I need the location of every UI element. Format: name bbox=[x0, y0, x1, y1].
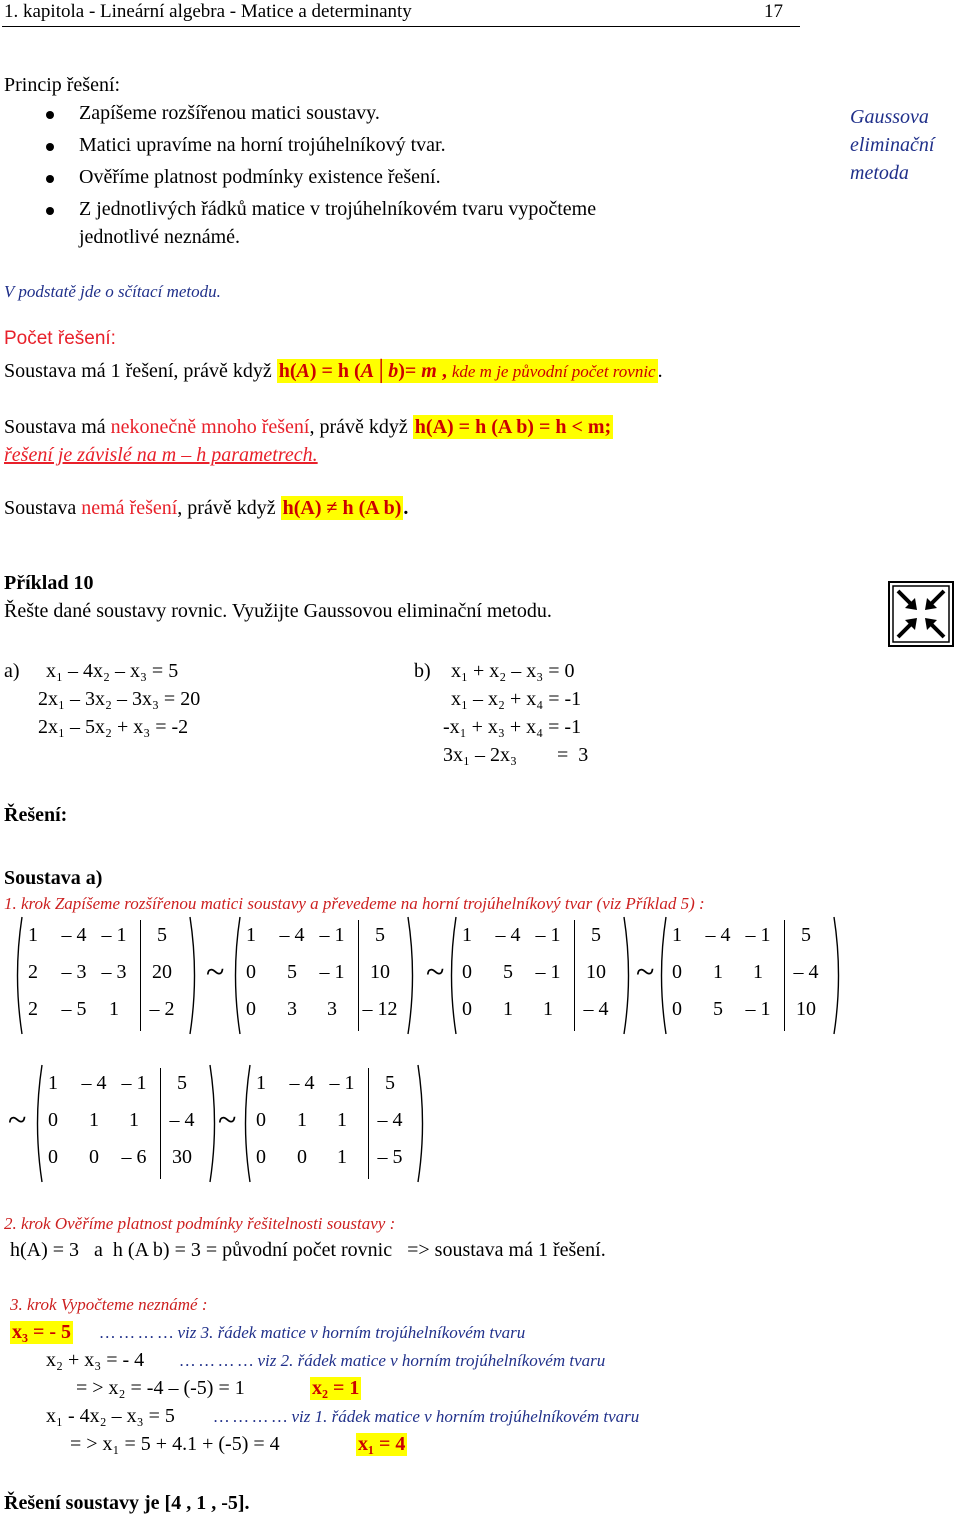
matrix-cell: – 4 bbox=[61, 924, 87, 946]
principle-item: jednotlivé neznámé. bbox=[79, 226, 241, 248]
matrix-cell: 1 bbox=[337, 1109, 347, 1131]
eq1: x₁ - 4x₂ – x₃ = 5 bbox=[46, 1405, 175, 1427]
matrix-cell: – 3 bbox=[101, 961, 127, 983]
matrix-cell: – 4 bbox=[495, 924, 521, 946]
matrix-cell: 10 bbox=[796, 998, 816, 1020]
bullet-icon bbox=[46, 207, 54, 215]
matrix-cell: 3 bbox=[287, 998, 297, 1020]
matrix-cell: 5 bbox=[177, 1072, 187, 1094]
matrix-cell: – 4 bbox=[279, 924, 305, 946]
matrix-augment-bar bbox=[368, 1068, 369, 1179]
matrix-cell: – 2 bbox=[149, 998, 175, 1020]
eq1-note: … … … … viz 1. řádek matice v horním trojúhelníkovém tvaru bbox=[214, 1407, 640, 1426]
matrix-cell: 0 bbox=[297, 1146, 307, 1168]
page-number: 17 bbox=[764, 1, 783, 22]
matrix-cell: – 1 bbox=[319, 924, 345, 946]
matrix-cell: 1 bbox=[297, 1109, 307, 1131]
no-solution-line: Soustava nemá řešení, právě když h(A) ≠ h (A b) . bbox=[4, 497, 409, 519]
matrix-cell: – 3 bbox=[61, 961, 87, 983]
matrix-cell: – 12 bbox=[362, 998, 398, 1020]
matrix-right-paren bbox=[832, 915, 844, 1036]
principle-item: Zapíšeme rozšířenou matici soustavy. bbox=[79, 102, 380, 124]
matrix-cell: 5 bbox=[801, 924, 811, 946]
matrix-cell: 0 bbox=[256, 1146, 266, 1168]
matrix-cell: 20 bbox=[152, 961, 172, 983]
principle-item: Matici upravíme na horní trojúhelníkový tvar. bbox=[79, 134, 446, 156]
matrix-cell: 1 bbox=[543, 998, 553, 1020]
matrix-cell: 0 bbox=[462, 961, 472, 983]
final-result: Řešení soustavy je [4 , 1 , -5]. bbox=[4, 1492, 250, 1514]
matrix-cell: – 4 bbox=[289, 1072, 315, 1094]
matrix-cell: 0 bbox=[246, 961, 256, 983]
principle-title: Princip řešení: bbox=[4, 74, 121, 96]
matrix-cell: 1 bbox=[129, 1109, 139, 1131]
matrix-right-paren bbox=[188, 915, 200, 1036]
x1-value: x₁ = 4 bbox=[358, 1433, 406, 1455]
matrix-cell: – 6 bbox=[121, 1146, 147, 1168]
matrix-cell: – 5 bbox=[61, 998, 87, 1020]
tilde-equivalence: ~ bbox=[206, 953, 225, 991]
matrix-cell: 1 bbox=[462, 924, 472, 946]
matrix-cell: – 4 bbox=[705, 924, 731, 946]
matrix-cell: 10 bbox=[586, 961, 606, 983]
infinite-condition: h(A) = h (A b) = h < m; bbox=[414, 416, 612, 438]
system-b-row: 3x₁ – 2x₃ = 3 bbox=[443, 744, 589, 766]
one-solution-condition: h(A) = h (A│b)= m , kde m je původní počet rovnic bbox=[278, 360, 656, 382]
example-title: Příklad 10 bbox=[4, 572, 94, 594]
matrix-cell: 1 bbox=[713, 961, 723, 983]
matrix-cell: – 1 bbox=[535, 924, 561, 946]
matrix-cell: 1 bbox=[109, 998, 119, 1020]
example-task: Řešte dané soustavy rovnic. Využijte Gaussovou eliminační metodu. bbox=[4, 600, 552, 622]
matrix-cell: 1 bbox=[337, 1146, 347, 1168]
bullet-icon bbox=[46, 143, 54, 151]
eq2: x₂ + x₃ = - 4 bbox=[46, 1349, 145, 1371]
matrix-cell: – 4 bbox=[169, 1109, 195, 1131]
matrix-cell: – 4 bbox=[793, 961, 819, 983]
matrix-cell: 1 bbox=[256, 1072, 266, 1094]
matrix-cell: 5 bbox=[713, 998, 723, 1020]
matrix-cell: – 1 bbox=[745, 998, 771, 1020]
matrix-cell: 1 bbox=[28, 924, 38, 946]
matrix-augment-bar bbox=[160, 1068, 161, 1179]
principle-item: Z jednotlivých řádků matice v trojúhelníkovém tvaru vypočteme bbox=[79, 198, 597, 220]
matrix-cell: – 4 bbox=[583, 998, 609, 1020]
sum-method-note: V podstatě jde o sčítací metodu. bbox=[4, 282, 221, 301]
system-b-row: x₁ + x₂ – x₃ = 0 bbox=[451, 660, 575, 682]
matrix-cell: 2 bbox=[28, 998, 38, 1020]
matrix-cell: 1 bbox=[753, 961, 763, 983]
matrix-cell: – 1 bbox=[535, 961, 561, 983]
infinite-solutions-line: Soustava má nekonečně mnoho řešení, právě když h(A) = h (A b) = h < m; bbox=[4, 416, 612, 438]
matrix-cell: 30 bbox=[172, 1146, 192, 1168]
header-rule bbox=[2, 26, 800, 27]
system-b-row: x₁ – x₂ + x₄ = -1 bbox=[451, 688, 582, 710]
system-a-row: 2x₁ – 3x₂ – 3x₃ = 20 bbox=[38, 688, 201, 710]
matrix-cell: 10 bbox=[370, 961, 390, 983]
matrix-cell: 0 bbox=[246, 998, 256, 1020]
rank-line: h(A) = 3 a h (A b) = 3 = původní počet rovnic => soustava má 1 řešení. bbox=[10, 1239, 606, 1261]
matrix-cell: 0 bbox=[462, 998, 472, 1020]
matrix-cell: 1 bbox=[246, 924, 256, 946]
matrix-cell: 5 bbox=[503, 961, 513, 983]
matrix-cell: 1 bbox=[89, 1109, 99, 1131]
step2-text: 2. krok Ověříme platnost podmínky řešitelnosti soustavy : bbox=[4, 1214, 396, 1233]
system-b-label: b) bbox=[414, 660, 431, 682]
margin-note-3: metoda bbox=[850, 162, 909, 184]
matrix-augment-bar bbox=[358, 920, 359, 1031]
matrix-cell: 0 bbox=[48, 1146, 58, 1168]
matrix-cell: 3 bbox=[327, 998, 337, 1020]
margin-note-2: eliminační bbox=[850, 134, 935, 156]
matrix-cell: – 1 bbox=[101, 924, 127, 946]
principle-item: Ověříme platnost podmínky existence řešení. bbox=[79, 166, 441, 188]
x3-note: … … … … viz 3. řádek matice v horním trojúhelníkovém tvaru bbox=[100, 1323, 526, 1342]
no-solution-red: nemá řešení bbox=[81, 497, 178, 519]
system-a-row: 2x₁ – 5x₂ + x₃ = -2 bbox=[38, 716, 189, 738]
matrix-cell: 1 bbox=[503, 998, 513, 1020]
matrix-right-paren bbox=[406, 915, 418, 1036]
matrix-cell: – 4 bbox=[81, 1072, 107, 1094]
solution-subtitle: Soustava a) bbox=[4, 867, 103, 889]
one-solution-line: Soustava má 1 řešení, právě když h(A) = h (A│b)= m , kde m je původní počet rovnic . bbox=[4, 360, 663, 382]
tilde-equivalence: ~ bbox=[636, 953, 655, 991]
matrix-augment-bar bbox=[574, 920, 575, 1031]
eq1-calc: = > x₁ = 5 + 4.1 + (-5) = 4 bbox=[70, 1433, 280, 1455]
system-b-row: -x₁ + x₃ + x₄ = -1 bbox=[443, 716, 582, 738]
matrix-cell: 0 bbox=[89, 1146, 99, 1168]
matrix-cell: 5 bbox=[157, 924, 167, 946]
matrix-cell: 1 bbox=[672, 924, 682, 946]
tilde-equivalence: ~ bbox=[218, 1101, 237, 1139]
step3-text: 3. krok Vypočteme neznámé : bbox=[10, 1295, 208, 1314]
x2-value: x₂ = 1 bbox=[312, 1377, 360, 1399]
bullet-icon bbox=[46, 111, 54, 119]
matrix-cell: 5 bbox=[287, 961, 297, 983]
bullet-icon bbox=[46, 175, 54, 183]
matrix-cell: – 5 bbox=[377, 1146, 403, 1168]
system-a-row: x₁ – 4x₂ – x₃ = 5 bbox=[46, 660, 179, 682]
matrix-cell: – 4 bbox=[377, 1109, 403, 1131]
parameters-note: řešení je závislé na m – h parametrech. bbox=[4, 444, 318, 466]
matrix-cell: 5 bbox=[375, 924, 385, 946]
eq2-note: … … … … viz 2. řádek matice v horním trojúhelníkovém tvaru bbox=[180, 1351, 606, 1370]
margin-note-1: Gaussova bbox=[850, 106, 929, 128]
matrix-cell: 0 bbox=[672, 998, 682, 1020]
matrix-cell: 2 bbox=[28, 961, 38, 983]
matrix-cell: 0 bbox=[48, 1109, 58, 1131]
matrix-cell: 5 bbox=[591, 924, 601, 946]
system-a-label: a) bbox=[4, 660, 20, 682]
x3-value: x₃ = - 5 bbox=[12, 1321, 72, 1343]
tilde-equivalence: ~ bbox=[426, 953, 445, 991]
infinite-solutions-red: nekonečně mnoho řešení bbox=[110, 416, 310, 438]
header-title: 1. kapitola - Lineární algebra - Matice a determinanty bbox=[4, 1, 412, 22]
matrix-cell: 0 bbox=[672, 961, 682, 983]
matrix-right-paren bbox=[622, 915, 634, 1036]
matrix-cell: 1 bbox=[48, 1072, 58, 1094]
matrix-cell: – 1 bbox=[329, 1072, 355, 1094]
matrix-augment-bar bbox=[784, 920, 785, 1031]
count-title: Počet řešení: bbox=[4, 328, 116, 349]
matrix-cell: – 1 bbox=[121, 1072, 147, 1094]
solution-title: Řešení: bbox=[4, 804, 68, 826]
one-solution-text: Soustava má 1 řešení, právě když bbox=[4, 360, 272, 382]
matrix-augment-bar bbox=[140, 920, 141, 1031]
eq2-calc: = > x₂ = -4 – (-5) = 1 bbox=[76, 1377, 245, 1399]
matrix-cell: – 1 bbox=[319, 961, 345, 983]
tilde-equivalence: ~ bbox=[8, 1101, 27, 1139]
arrows-inward-icon bbox=[888, 581, 954, 647]
matrix-right-paren bbox=[416, 1063, 428, 1184]
matrix-cell: – 1 bbox=[745, 924, 771, 946]
matrix-cell: 5 bbox=[385, 1072, 395, 1094]
no-solution-condition: h(A) ≠ h (A b) bbox=[282, 497, 402, 519]
step1-text: 1. krok Zapíšeme rozšířenou matici soustavy a převedeme na horní trojúhelníkový tvar (viz Příklad 5) : bbox=[4, 894, 705, 913]
matrix-cell: 0 bbox=[256, 1109, 266, 1131]
